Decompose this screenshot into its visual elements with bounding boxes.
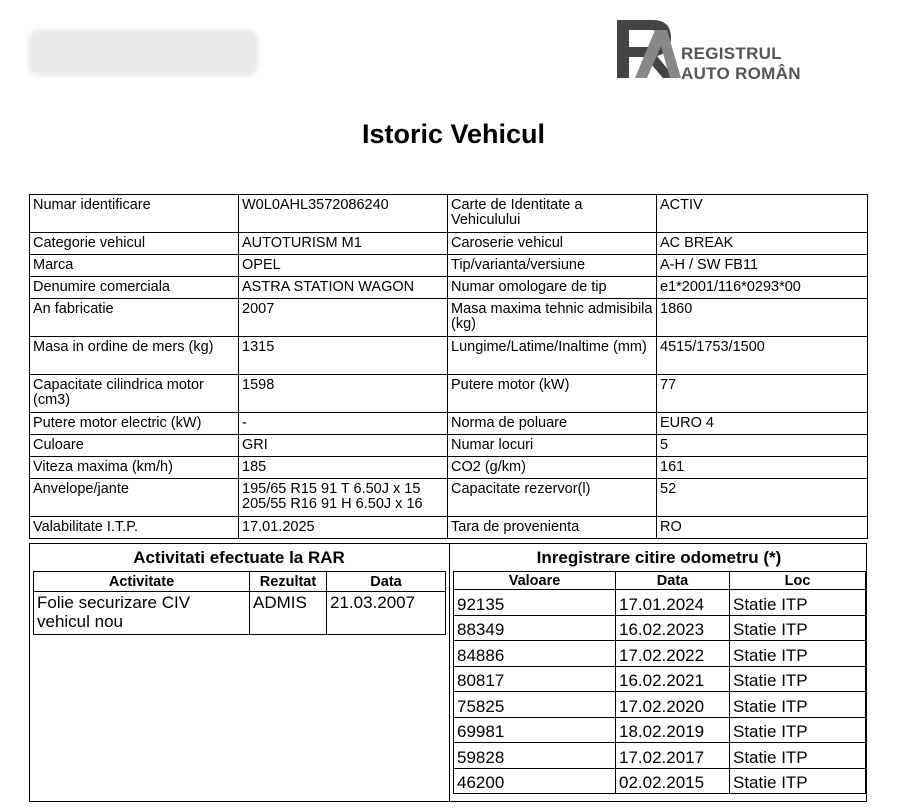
field-value: W0L0AHL3572086240 <box>239 195 448 233</box>
activity-row <box>34 592 446 635</box>
field-label: Masa in ordine de mers (kg) <box>30 337 239 375</box>
field-label: Categorie vehicul <box>30 233 239 255</box>
activities-header-activitate: Activitate <box>34 572 250 592</box>
field-label: Viteza maxima (km/h) <box>30 457 239 479</box>
vehicle-info-row <box>30 435 868 457</box>
odometer-row <box>454 641 866 667</box>
odometer-date: 17.02.2020 <box>616 692 730 718</box>
field-value: 2007 <box>239 299 448 337</box>
activities-header-rezultat: Rezultat <box>250 572 327 592</box>
odometer-row <box>454 768 866 794</box>
activities-title: Activitati efectuate la RAR <box>133 548 345 567</box>
field-value: - <box>239 413 448 435</box>
field-value: 52 <box>657 479 868 517</box>
activity-date: 21.03.2007 <box>327 592 446 635</box>
odometer-table <box>453 571 866 794</box>
field-label: CO2 (g/km) <box>448 457 657 479</box>
vehicle-info-row <box>30 337 868 375</box>
field-label: Marca <box>30 255 239 277</box>
brand-line-2: AUTO ROMÂN <box>681 64 801 83</box>
field-label: Putere motor (kW) <box>448 375 657 413</box>
field-label: Numar omologare de tip <box>448 277 657 299</box>
odometer-date: 02.02.2015 <box>616 768 730 794</box>
field-value: 1315 <box>239 337 448 375</box>
field-value: AC BREAK <box>657 233 868 255</box>
odometer-date: 18.02.2019 <box>616 717 730 743</box>
field-value: GRI <box>239 435 448 457</box>
vehicle-info-row <box>30 413 868 435</box>
vehicle-info-row <box>30 299 868 337</box>
field-label: Masa maxima tehnic admisibila (kg) <box>448 299 657 337</box>
section-divider <box>449 544 450 801</box>
field-value: ASTRA STATION WAGON <box>239 277 448 299</box>
odometer-location: Statie ITP <box>730 666 866 692</box>
field-value: EURO 4 <box>657 413 868 435</box>
field-value: 195/65 R15 91 T 6.50J x 15 205/55 R16 91 H 6.50J x 16 <box>239 479 448 517</box>
field-label: Capacitate cilindrica motor (cm3) <box>30 375 239 413</box>
field-value: ACTIV <box>657 195 868 233</box>
field-value: 185 <box>239 457 448 479</box>
vehicle-info-row <box>30 375 868 413</box>
field-label: Lungime/Latime/Inaltime (mm) <box>448 337 657 375</box>
odometer-value: 59828 <box>454 743 616 769</box>
field-label: Anvelope/jante <box>30 479 239 517</box>
brand-name <box>681 44 801 84</box>
field-value: 17.01.2025 <box>239 517 448 539</box>
field-label: Numar locuri <box>448 435 657 457</box>
odometer-row <box>454 717 866 743</box>
odometer-header-valoare: Valoare <box>454 572 616 590</box>
odometer-location: Statie ITP <box>730 743 866 769</box>
odometer-header-loc: Loc <box>730 572 866 590</box>
brand-line-1: REGISTRUL <box>681 44 782 63</box>
field-label: Denumire comerciala <box>30 277 239 299</box>
odometer-value: 69981 <box>454 717 616 743</box>
vehicle-info-row <box>30 233 868 255</box>
activities-header-data: Data <box>327 572 446 592</box>
odometer-title: Inregistrare citire odometru (*) <box>536 548 782 567</box>
activities-table <box>33 571 446 635</box>
odometer-value: 92135 <box>454 590 616 616</box>
redacted-area <box>28 30 258 76</box>
field-value: 5 <box>657 435 868 457</box>
field-value: 1860 <box>657 299 868 337</box>
odometer-row <box>454 615 866 641</box>
field-value: e1*2001/116*0293*00 <box>657 277 868 299</box>
field-label: An fabricatie <box>30 299 239 337</box>
odometer-value: 46200 <box>454 768 616 794</box>
vehicle-info-row <box>30 255 868 277</box>
field-label: Tip/varianta/versiune <box>448 255 657 277</box>
odometer-date: 17.02.2017 <box>616 743 730 769</box>
vehicle-info-row <box>30 457 868 479</box>
field-value: 4515/1753/1500 <box>657 337 868 375</box>
odometer-location: Statie ITP <box>730 590 866 616</box>
field-value: 77 <box>657 375 868 413</box>
odometer-value: 75825 <box>454 692 616 718</box>
odometer-row <box>454 590 866 616</box>
field-value: 1598 <box>239 375 448 413</box>
field-value: AUTOTURISM M1 <box>239 233 448 255</box>
vehicle-info-row <box>30 517 868 539</box>
odometer-row <box>454 666 866 692</box>
field-label: Carte de Identitate a Vehiculului <box>448 195 657 233</box>
odometer-date: 17.01.2024 <box>616 590 730 616</box>
vehicle-info-row <box>30 277 868 299</box>
vehicle-info-row <box>30 479 868 517</box>
odometer-value: 88349 <box>454 615 616 641</box>
odometer-location: Statie ITP <box>730 768 866 794</box>
field-value: RO <box>657 517 868 539</box>
activity-result: ADMIS <box>250 592 327 635</box>
field-label: Tara de provenienta <box>448 517 657 539</box>
field-label: Norma de poluare <box>448 413 657 435</box>
field-label: Putere motor electric (kW) <box>30 413 239 435</box>
field-value: OPEL <box>239 255 448 277</box>
odometer-location: Statie ITP <box>730 615 866 641</box>
vehicle-info-table <box>29 194 868 539</box>
field-value: A-H / SW FB11 <box>657 255 868 277</box>
field-label: Numar identificare <box>30 195 239 233</box>
field-label: Caroserie vehicul <box>448 233 657 255</box>
field-value: 161 <box>657 457 868 479</box>
odometer-row <box>454 743 866 769</box>
field-label: Culoare <box>30 435 239 457</box>
odometer-value: 80817 <box>454 666 616 692</box>
odometer-row <box>454 692 866 718</box>
odometer-date: 16.02.2023 <box>616 615 730 641</box>
odometer-location: Statie ITP <box>730 717 866 743</box>
page-title: Istoric Vehicul <box>361 119 546 149</box>
odometer-date: 17.02.2022 <box>616 641 730 667</box>
bottom-section <box>29 543 867 802</box>
activity-name: Folie securizare CIV vehicul nou <box>34 592 250 635</box>
odometer-header-data: Data <box>616 572 730 590</box>
odometer-date: 16.02.2021 <box>616 666 730 692</box>
field-label: Capacitate rezervor(l) <box>448 479 657 517</box>
odometer-value: 84886 <box>454 641 616 667</box>
odometer-location: Statie ITP <box>730 692 866 718</box>
odometer-location: Statie ITP <box>730 641 866 667</box>
vehicle-info-row <box>30 195 868 233</box>
field-label: Valabilitate I.T.P. <box>30 517 239 539</box>
